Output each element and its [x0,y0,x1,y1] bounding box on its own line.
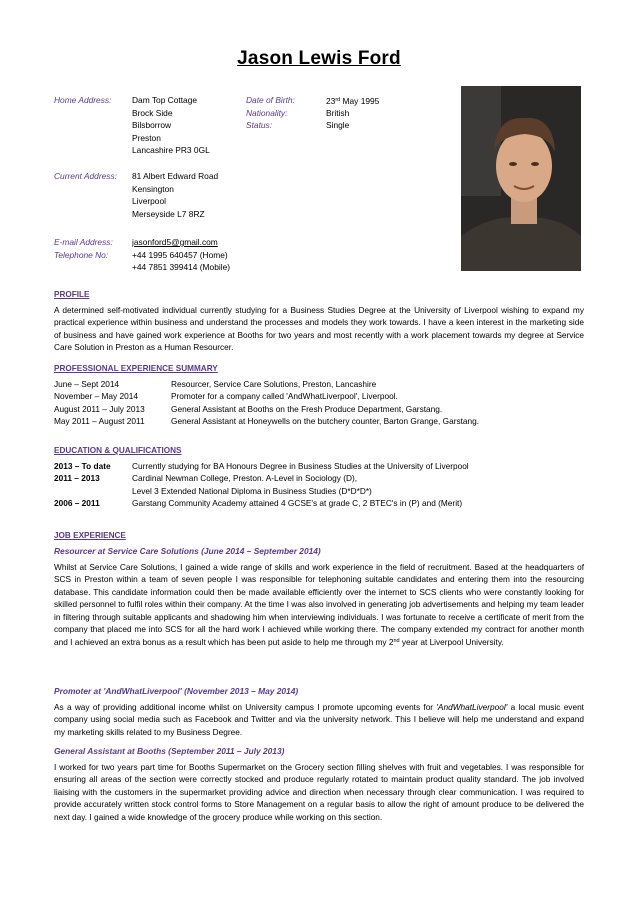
dob-value: 23rd May 1995 [326,96,380,106]
email-link[interactable]: jasonford5@gmail.com [132,237,218,247]
home-address-line: Brock Side [132,107,173,118]
phone-mobile: +44 7851 399414 (Mobile) [132,262,231,272]
profile-heading: PROFILE [54,290,90,299]
home-address-lines [132,94,210,157]
contact-labels [54,236,113,261]
table-row [54,416,479,428]
table-row [54,498,469,510]
table-row [54,473,469,485]
home-address-label: Home Address: [54,95,112,105]
job-title: Promoter at 'AndWhatLiverpool' (November 2013 – May 2014) [54,686,299,696]
summary-dates: June – Sept 2014 [54,379,120,389]
current-address-line: Liverpool [132,196,166,206]
summary-dates: August 2011 – July 2013 [54,403,145,414]
summary-desc: General Assistant at Honeywells on the butchery counter, Barton Grange, Garstang. [171,416,480,427]
education-table [54,461,469,511]
contact-values [132,236,230,274]
table-row [54,486,469,498]
candidate-name: Jason Lewis Ford [237,48,401,69]
current-address-lines [132,170,218,220]
job-description: As a way of providing additional income whilst on University campus I promote upcoming events for 'AndWhatLiverpool' a local music event company using social media such as Facebook and Twitter and via the university network. This I believe will help me understand and expand my marketing skills related to my Business Degree. [54,702,584,737]
experience-summary-table [54,379,479,429]
phone-label: Telephone No: [54,249,109,260]
profile-photo-image [461,86,581,271]
nationality-value: British [326,107,350,118]
email-label: E-mail Address: [54,237,113,247]
summary-desc: General Assistant at Booths on the Fresh Produce Department, Garstang. [171,403,443,414]
job-description: I worked for two years part time for Booths Supermarket on the Grocery section filling shelves with fruit and vegetables. I was responsible for ensuring all areas of the section were correctly stocked and produce regularly rotated to maintain product quality standard. The job involved liaising with the customers in the supermarket providing advice and direction when necessary through clear communication. I was required to provide accurately written stock control forms to Store Management on a regular basis to allow the right of amount produce to be delivered the next day. I gained a wide knowledge of the grocery produce while working on this section. [54,762,584,822]
personal-labels [246,94,295,132]
education-desc: Currently studying for BA Honours Degree in Business Studies at the University of Liverpool [132,461,469,471]
summary-desc: Promoter for a company called 'AndWhatLiverpool', Liverpool. [171,391,398,402]
current-address-line: Kensington [132,183,174,194]
current-address-label: Current Address: [54,171,117,181]
education-heading: EDUCATION & QUALIFICATIONS [54,446,182,455]
education-dates [54,486,132,498]
summary-dates: November – May 2014 [54,391,138,402]
profile-text: A determined self-motivated individual currently studying for a Business Studies Degree at the University of Liverpool wishing to expand my practical experience within business and understand the processes and models they work towards. I have a keen interest in the marketing side of business and have gained work experience at Booths for two years and most recently with a work placement towards my degree at Service Care Solution in Preston as a Human Resourcer. [54,305,584,353]
home-address-line: Preston [132,132,161,143]
table-row [54,461,469,473]
education-dates: 2011 – 2013 [54,473,100,484]
profile-photo [461,86,581,271]
home-address-line: Dam Top Cottage [132,95,198,105]
job-title: General Assistant at Booths (September 2011 – July 2013) [54,746,285,756]
table-row [54,391,479,403]
summary-desc: Resourcer, Service Care Solutions, Preston, Lancashire [171,379,377,389]
current-address-line: 81 Albert Edward Road [132,171,219,181]
experience-summary-heading: PROFESSIONAL EXPERIENCE SUMMARY [54,364,218,373]
education-desc: Level 3 Extended National Diploma in Business Studies (D*D*D*) [132,485,372,496]
home-address-line: Lancashire PR3 0GL [132,145,210,155]
education-desc: Garstang Community Academy attained 4 GCSE's at grade C, 2 BTEC's in (P) and (Merit) [132,498,463,509]
education-dates: 2006 – 2011 [54,498,100,509]
status-value: Single [326,120,350,130]
job-title: Resourcer at Service Care Solutions (June 2014 – September 2014) [54,546,321,556]
nationality-label: Nationality: [246,107,288,118]
job-description: Whilst at Service Care Solutions, I gained a wide range of skills and work experience in the field of recruitment. Based at the headquarters of SCS in Preston within a team of seven people I was responsible for telephoning suitable candidates and entering them into the resourcing database. This candidate information could then be made available efficiently over the internet to SCS clients who were constantly looking for skilled personnel to fulfil roles within their company. At the time I was also involved in generating job advertisements and helping my team leader in filtering through suitable applicants and shadowing him when interviewing individuals. I was fortunate to receive a certificate of merit from the company that placed me into SCS for all the hard work I achieved while working there. The company extended my contract for another month and I achieved an extra bonus as a result which has been put aside to help me through my 2nd year at Liverpool University. [54,562,584,648]
phone-home: +44 1995 640457 (Home) [132,249,228,260]
education-dates: 2013 – To date [54,461,111,471]
home-address-line: Bilsborrow [132,120,172,130]
current-address-line: Merseyside L7 8RZ [132,208,205,219]
summary-dates: May 2011 – August 2011 [54,416,145,427]
dob-label: Date of Birth: [246,95,295,105]
status-label: Status: [246,120,273,130]
table-row [54,379,479,391]
education-desc: Cardinal Newman College, Preston. A-Level in Sociology (D), [132,473,358,484]
table-row [54,404,479,416]
personal-values [326,94,379,132]
job-experience-heading: JOB EXPERIENCE [54,531,126,540]
